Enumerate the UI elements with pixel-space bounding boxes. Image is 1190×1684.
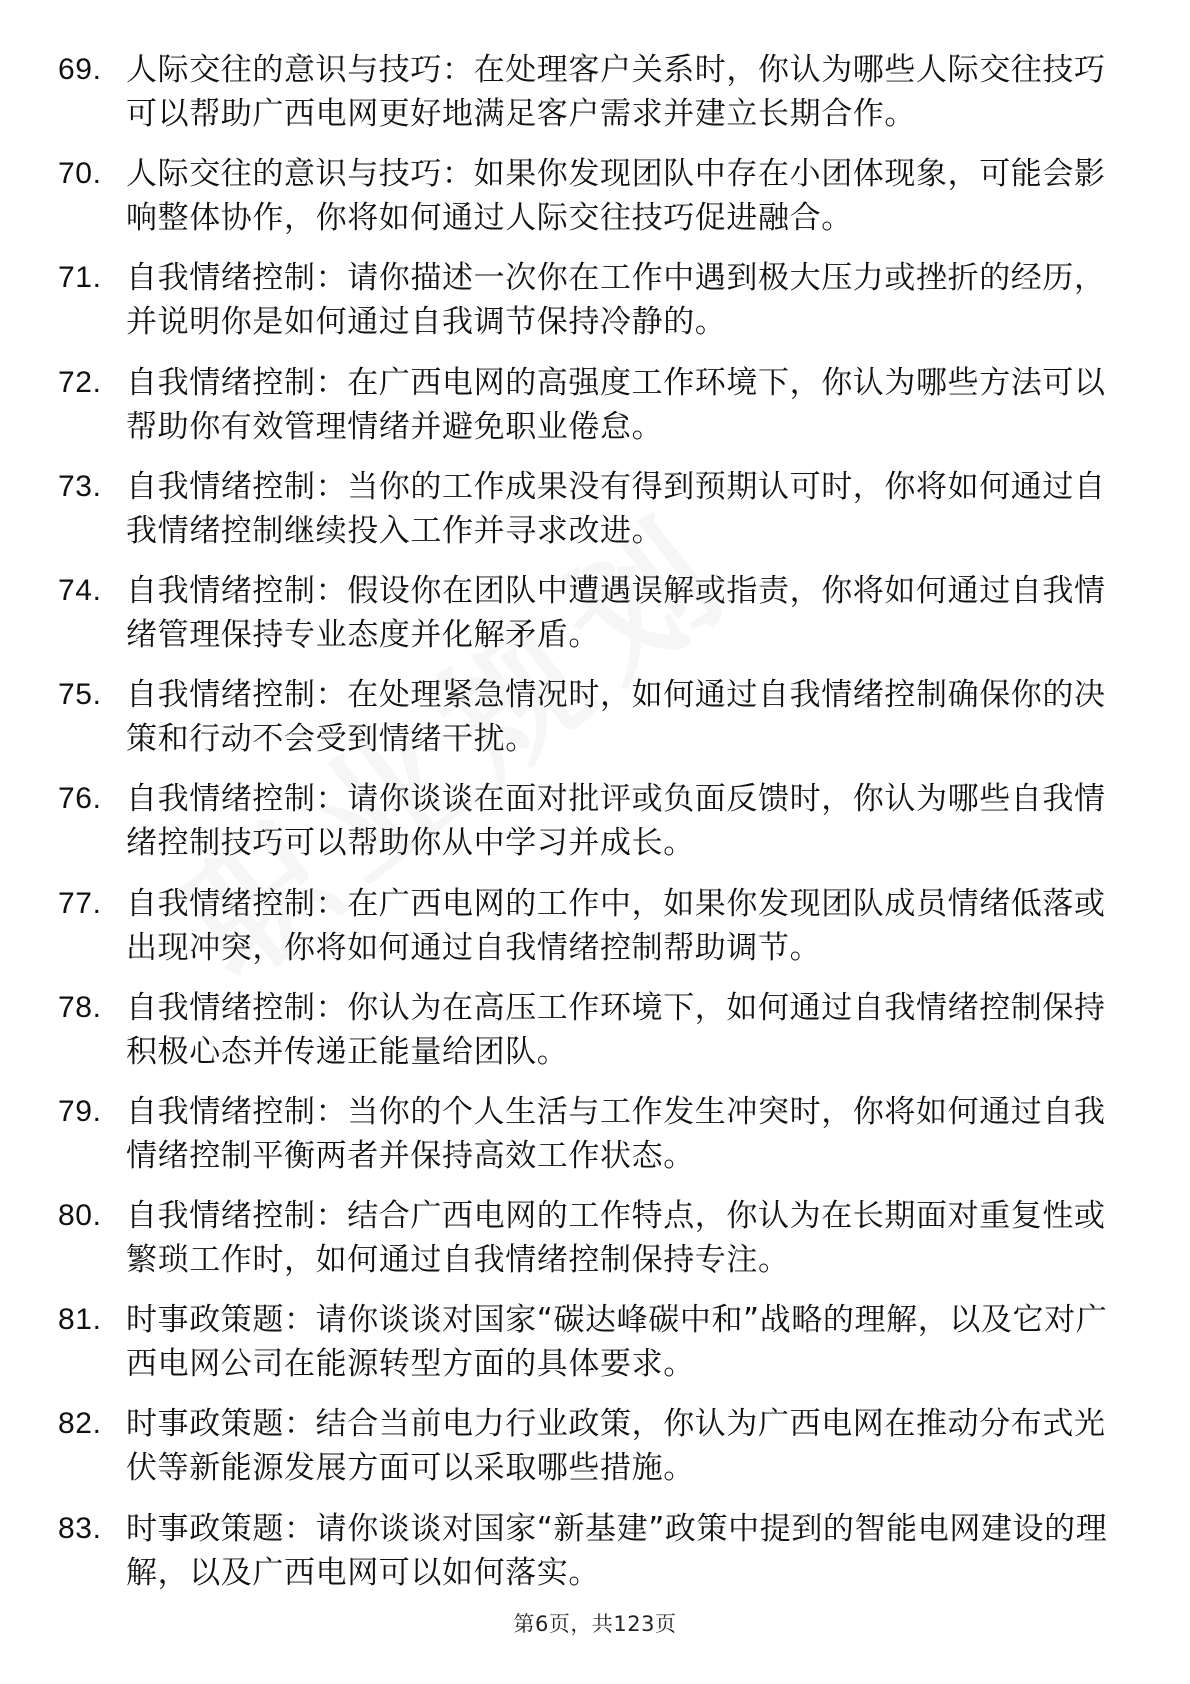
question-item [58, 48, 1128, 136]
question-item [58, 986, 1128, 1074]
question-item [58, 882, 1128, 970]
question-text: 自我情绪控制：假设你在团队中遭遇误解或指责，你将如何通过自我情绪管理保持专业态度并化解矛盾。 [126, 572, 1106, 653]
question-item [58, 569, 1128, 657]
question-item [58, 1090, 1128, 1178]
question-number: 82. [58, 1407, 102, 1441]
question-text: 时事政策题：请你谈谈对国家“新基建”政策中提到的智能电网建设的理解，以及广西电网可以如何落实。 [126, 1510, 1108, 1591]
question-number: 77. [58, 886, 102, 920]
question-item [58, 1402, 1128, 1490]
question-text: 时事政策题：请你谈谈对国家“碳达峰碳中和”战略的理解，以及它对广西电网公司在能源转型方面的具体要求。 [126, 1302, 1108, 1383]
question-number: 79. [58, 1094, 102, 1128]
question-text: 自我情绪控制：当你的个人生活与工作发生冲突时，你将如何通过自我情绪控制平衡两者并保持高效工作状态。 [126, 1093, 1106, 1174]
question-text: 自我情绪控制：在广西电网的高强度工作环境下，你认为哪些方法可以帮助你有效管理情绪并避免职业倦怠。 [126, 364, 1106, 445]
question-number: 80. [58, 1199, 102, 1233]
question-item [58, 777, 1128, 865]
question-number: 83. [58, 1511, 102, 1545]
question-item [58, 673, 1128, 761]
question-text: 自我情绪控制：在广西电网的工作中，如果你发现团队成员情绪低落或出现冲突，你将如何通过自我情绪控制帮助调节。 [126, 885, 1106, 966]
question-number: 70. [58, 157, 102, 191]
question-item [58, 465, 1128, 553]
question-item [58, 256, 1128, 344]
question-text: 自我情绪控制：请你描述一次你在工作中遇到极大压力或挫折的经历，并说明你是如何通过自我调节保持冷静的。 [126, 260, 1106, 341]
question-text: 人际交往的意识与技巧：在处理客户关系时，你认为哪些人际交往技巧可以帮助广西电网更好地满足客户需求并建立长期合作。 [126, 52, 1106, 132]
question-item [58, 152, 1128, 240]
question-text: 人际交往的意识与技巧：如果你发现团队中存在小团体现象，可能会影响整体协作，你将如何通过人际交往技巧促进融合。 [126, 156, 1106, 237]
question-number: 72. [58, 365, 102, 399]
question-item [58, 1194, 1128, 1282]
question-number: 78. [58, 990, 102, 1024]
question-number: 71. [58, 261, 102, 295]
question-text: 自我情绪控制：当你的工作成果没有得到预期认可时，你将如何通过自我情绪控制继续投入工作并寻求改进。 [126, 468, 1106, 549]
question-item [58, 361, 1128, 449]
question-text: 自我情绪控制：你认为在高压工作环境下，如何通过自我情绪控制保持积极心态并传递正能量给团队。 [126, 989, 1106, 1070]
question-list [58, 48, 1128, 1611]
question-number: 75. [58, 678, 102, 712]
question-number: 69. [58, 53, 102, 86]
question-number: 73. [58, 469, 102, 503]
question-text: 自我情绪控制：请你谈谈在面对批评或负面反馈时，你认为哪些自我情绪控制技巧可以帮助你从中学习并成长。 [126, 781, 1106, 862]
question-text: 自我情绪控制：在处理紧急情况时，如何通过自我情绪控制确保你的决策和行动不会受到情绪干扰。 [126, 677, 1106, 758]
question-item [58, 1298, 1128, 1386]
question-number: 76. [58, 782, 102, 816]
question-number: 81. [58, 1303, 102, 1337]
page-footer: 第6页，共123页 [513, 1612, 677, 1636]
question-text: 自我情绪控制：结合广西电网的工作特点，你认为在长期面对重复性或繁琐工作时，如何通过自我情绪控制保持专注。 [126, 1198, 1106, 1279]
question-item [58, 1507, 1128, 1595]
question-text: 时事政策题：结合当前电力行业政策，你认为广西电网在推动分布式光伏等新能源发展方面可以采取哪些措施。 [126, 1406, 1106, 1487]
question-number: 74. [58, 573, 102, 607]
